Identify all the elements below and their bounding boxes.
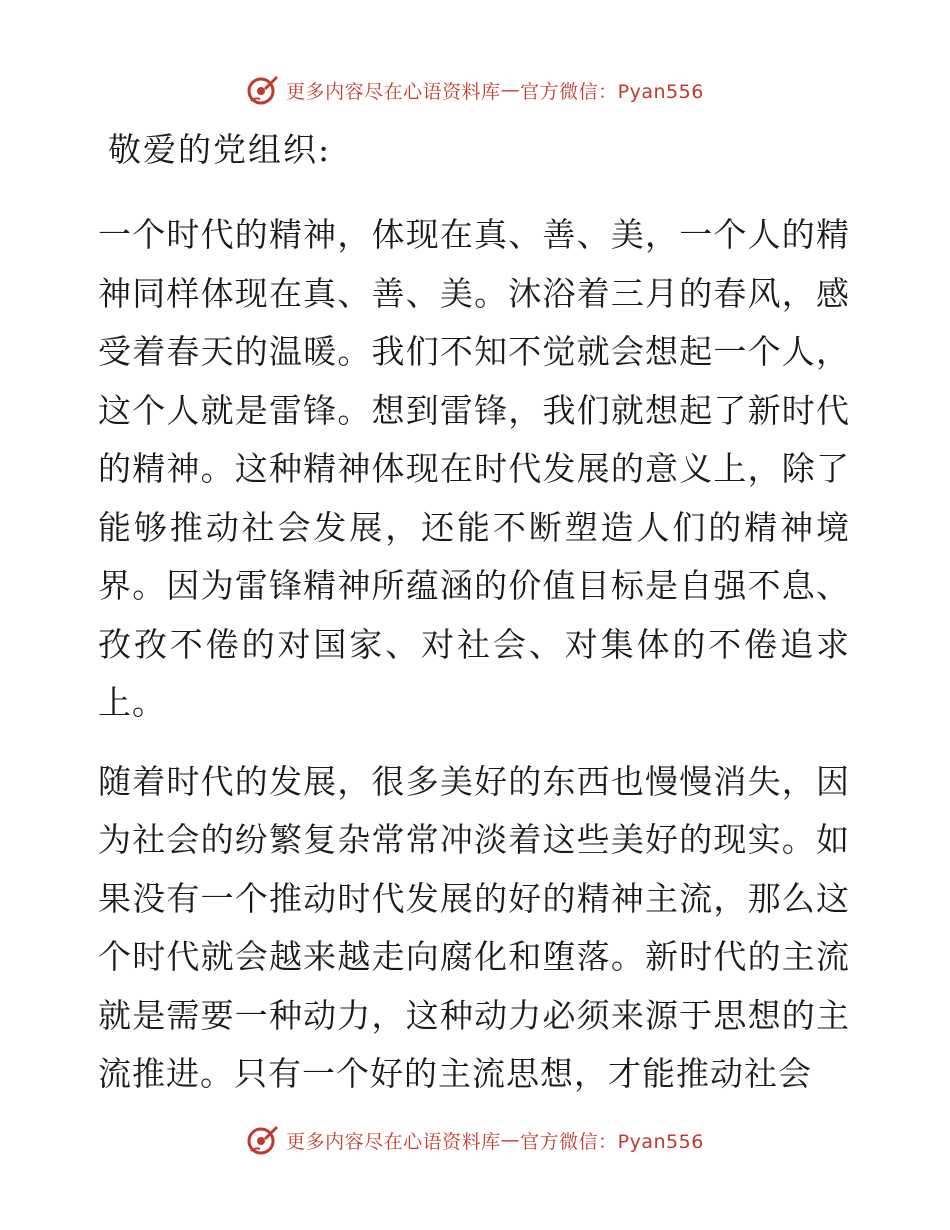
watermark-separator: — <box>500 79 521 101</box>
pen-logo-icon <box>246 1123 280 1157</box>
header-watermark <box>0 70 950 110</box>
watermark-text: 更多内容尽在心语资料库 <box>286 1130 501 1153</box>
paragraph: 一个时代的精神，体现在真、善、美，一个人的精神同样体现在真、善、美。沐浴着三月的春风，感受着春天的温暖。我们不知不觉就会想起一个人，这个人就是雷锋。想到雷锋，我们就想起了新时代的精神。这种精神体现在时代发展的意义上，除了能够推动社会发展，还能不断塑造人们的精神境界。因为雷锋精神所蕴涵的价值目标是自强不息、孜孜不倦的对国家、对社会、对集体的不倦追求上。 <box>98 215 850 722</box>
pen-logo-icon <box>246 73 280 107</box>
paragraph: 随着时代的发展，很多美好的东西也慢慢消失，因为社会的纷繁复杂常常冲淡着这些美好的现实。如果没有一个推动时代发展的好的精神主流，那么这个时代就会越来越走向腐化和堕落。新时代的主流就是需要一种动力，这种动力必须来源于思想的主流推进。只有一个好的主流思想，才能推动社会 <box>98 761 850 1093</box>
watermark-account: 官方微信：Pyan556 <box>520 1130 704 1153</box>
watermark-text: 更多内容尽在心语资料库 <box>286 80 501 103</box>
letter-body <box>98 122 850 1124</box>
watermark-account: 官方微信：Pyan556 <box>520 80 704 103</box>
watermark-separator: — <box>500 1129 521 1151</box>
footer-watermark <box>0 1120 950 1160</box>
salutation: 敬爱的党组织: <box>108 130 332 169</box>
